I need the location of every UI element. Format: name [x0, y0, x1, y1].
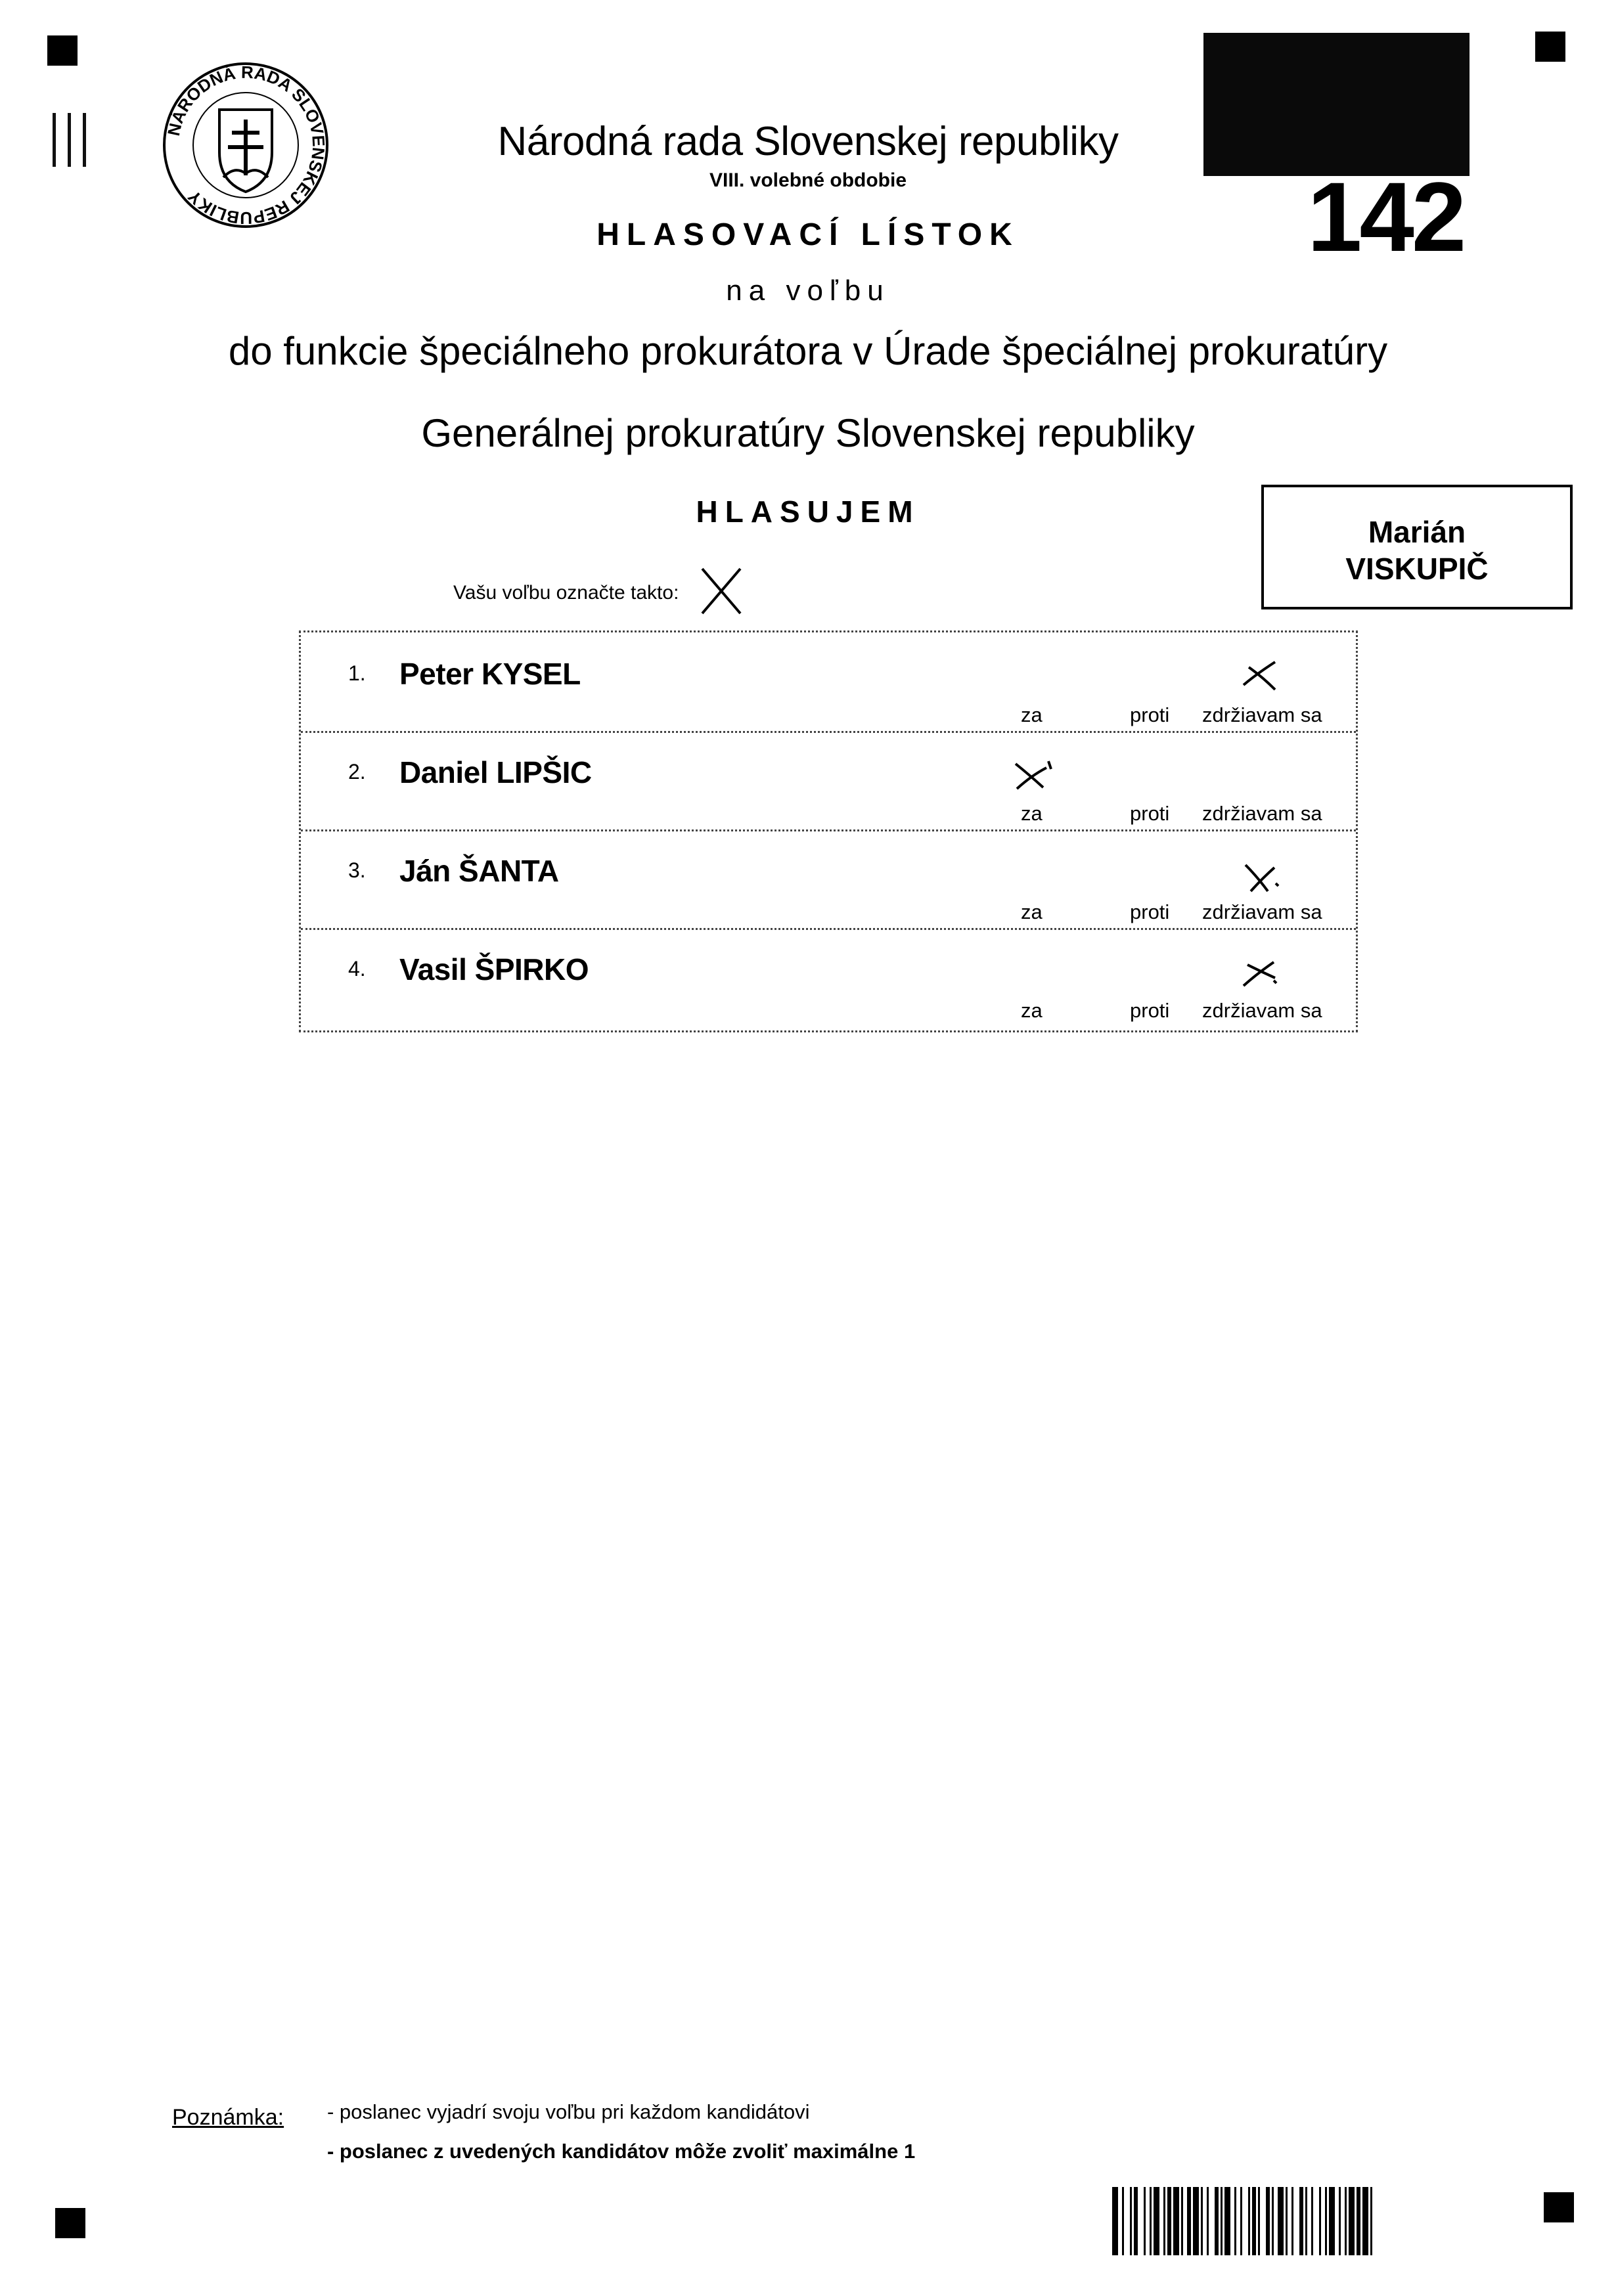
handwritten-x-mark-icon	[1237, 953, 1283, 992]
row-separator	[301, 731, 1356, 733]
option-abstain[interactable]: zdržiavam sa	[1202, 703, 1322, 726]
barcode-bar	[1278, 2187, 1284, 2255]
barcode-icon	[1112, 2187, 1483, 2255]
ballot-title: HLASOVACÍ LÍSTOK	[596, 217, 1020, 252]
barcode-bar	[1252, 2187, 1256, 2255]
candidate-name: Daniel LIPŠIC	[399, 755, 592, 789]
barcode-bar	[1325, 2187, 1327, 2255]
institution-title: Národná rada Slovenskej republiky	[497, 119, 1119, 164]
option-abstain[interactable]: zdržiavam sa	[1202, 802, 1322, 825]
row-separator	[301, 928, 1356, 930]
candidate-number: 2.	[348, 760, 366, 784]
barcode-bar	[1266, 2187, 1270, 2255]
instruction-text: Vašu voľbu označte takto:	[453, 582, 679, 604]
barcode-bar	[1248, 2187, 1250, 2255]
barcode-bar	[1357, 2187, 1360, 2255]
voter-name-box	[1261, 485, 1573, 609]
candidate-number: 3.	[348, 858, 366, 882]
handwritten-x-mark-icon	[1237, 655, 1283, 695]
candidate-name: Ján ŠANTA	[399, 854, 559, 888]
barcode-bar	[1112, 2187, 1118, 2255]
barcode-bar	[1193, 2187, 1199, 2255]
note-line-1: - poslanec vyjadrí svoju voľbu pri každom kandidátovi	[327, 2100, 810, 2123]
candidate-number: 1.	[348, 661, 366, 685]
registration-mark-bottom-left	[55, 2208, 85, 2238]
barcode-bar	[1272, 2187, 1274, 2255]
candidate-number: 4.	[348, 957, 366, 981]
barcode-bar	[1362, 2187, 1368, 2255]
handwritten-x-mark-icon	[1240, 857, 1286, 896]
barcode-bar	[1339, 2187, 1341, 2255]
barcode-bar	[1154, 2187, 1159, 2255]
barcode-bar	[1299, 2187, 1303, 2255]
barcode-bar	[1258, 2187, 1260, 2255]
option-against[interactable]: proti	[1130, 900, 1170, 923]
handwritten-x-mark-icon	[1010, 756, 1056, 795]
option-against[interactable]: proti	[1130, 802, 1170, 825]
registration-mark-top-right	[1535, 32, 1565, 62]
vote-heading: HLASUJEM	[696, 495, 920, 529]
term-label: VIII. volebné obdobie	[709, 169, 907, 191]
registration-mark-top-left	[47, 35, 78, 66]
barcode-bar	[1215, 2187, 1219, 2255]
redacted-block	[1203, 33, 1470, 176]
candidate-name: Peter KYSEL	[399, 657, 581, 691]
registration-mark-bottom-right	[1544, 2192, 1574, 2222]
option-abstain[interactable]: zdržiavam sa	[1202, 900, 1322, 923]
barcode-bar	[1187, 2187, 1191, 2255]
barcode-bar	[1201, 2187, 1203, 2255]
barcode-bar	[1181, 2187, 1183, 2255]
barcode-bar	[1130, 2187, 1132, 2255]
option-for[interactable]: za	[1021, 802, 1043, 825]
barcode-bar	[1305, 2187, 1307, 2255]
barcode-bar	[1311, 2187, 1313, 2255]
barcode-bar	[1122, 2187, 1124, 2255]
ballot-number: 142	[1307, 162, 1464, 272]
barcode-bar	[1349, 2187, 1355, 2255]
barcode-bar	[1329, 2187, 1335, 2255]
barcode-bar	[1370, 2187, 1372, 2255]
barcode-bar	[1144, 2187, 1146, 2255]
barcode-bar	[1150, 2187, 1152, 2255]
barcode-bar	[1134, 2187, 1138, 2255]
option-for[interactable]: za	[1021, 999, 1043, 1022]
candidate-table	[299, 630, 1358, 1032]
candidate-name: Vasil ŠPIRKO	[399, 952, 589, 986]
barcode-bar	[1167, 2187, 1171, 2255]
option-against[interactable]: proti	[1130, 999, 1170, 1022]
barcode-bar	[1173, 2187, 1179, 2255]
note-line-2: - poslanec z uvedených kandidátov môže zvoliť maximálne 1	[327, 2140, 916, 2163]
x-mark-icon	[700, 566, 743, 616]
office-line-1: do funkcie špeciálneho prokurátora v Úrade špeciálnej prokuratúry	[228, 329, 1388, 373]
barcode-bar	[1207, 2187, 1209, 2255]
option-for[interactable]: za	[1021, 900, 1043, 923]
barcode-bar	[1163, 2187, 1165, 2255]
seal-text: NÁRODNÁ RADA SLOVENSKEJ REPUBLIKY	[163, 62, 329, 229]
barcode-bar	[1345, 2187, 1347, 2255]
ballot-subtitle: na voľbu	[726, 275, 890, 307]
option-against[interactable]: proti	[1130, 703, 1170, 726]
barcode-bar	[1221, 2187, 1223, 2255]
row-separator	[301, 829, 1356, 831]
note-label: Poznámka:	[172, 2105, 284, 2130]
barcode-bar	[1224, 2187, 1230, 2255]
barcode-bar	[1286, 2187, 1288, 2255]
voter-last-name: VISKUPIČ	[1345, 552, 1489, 586]
barcode-bar	[1291, 2187, 1293, 2255]
barcode-bar	[1240, 2187, 1242, 2255]
barcode-bar	[1234, 2187, 1236, 2255]
option-for[interactable]: za	[1021, 703, 1043, 726]
office-line-2: Generálnej prokuratúry Slovenskej republiky	[421, 411, 1195, 455]
voter-first-name: Marián	[1368, 515, 1466, 549]
barcode-bar	[1319, 2187, 1321, 2255]
option-abstain[interactable]: zdržiavam sa	[1202, 999, 1322, 1022]
